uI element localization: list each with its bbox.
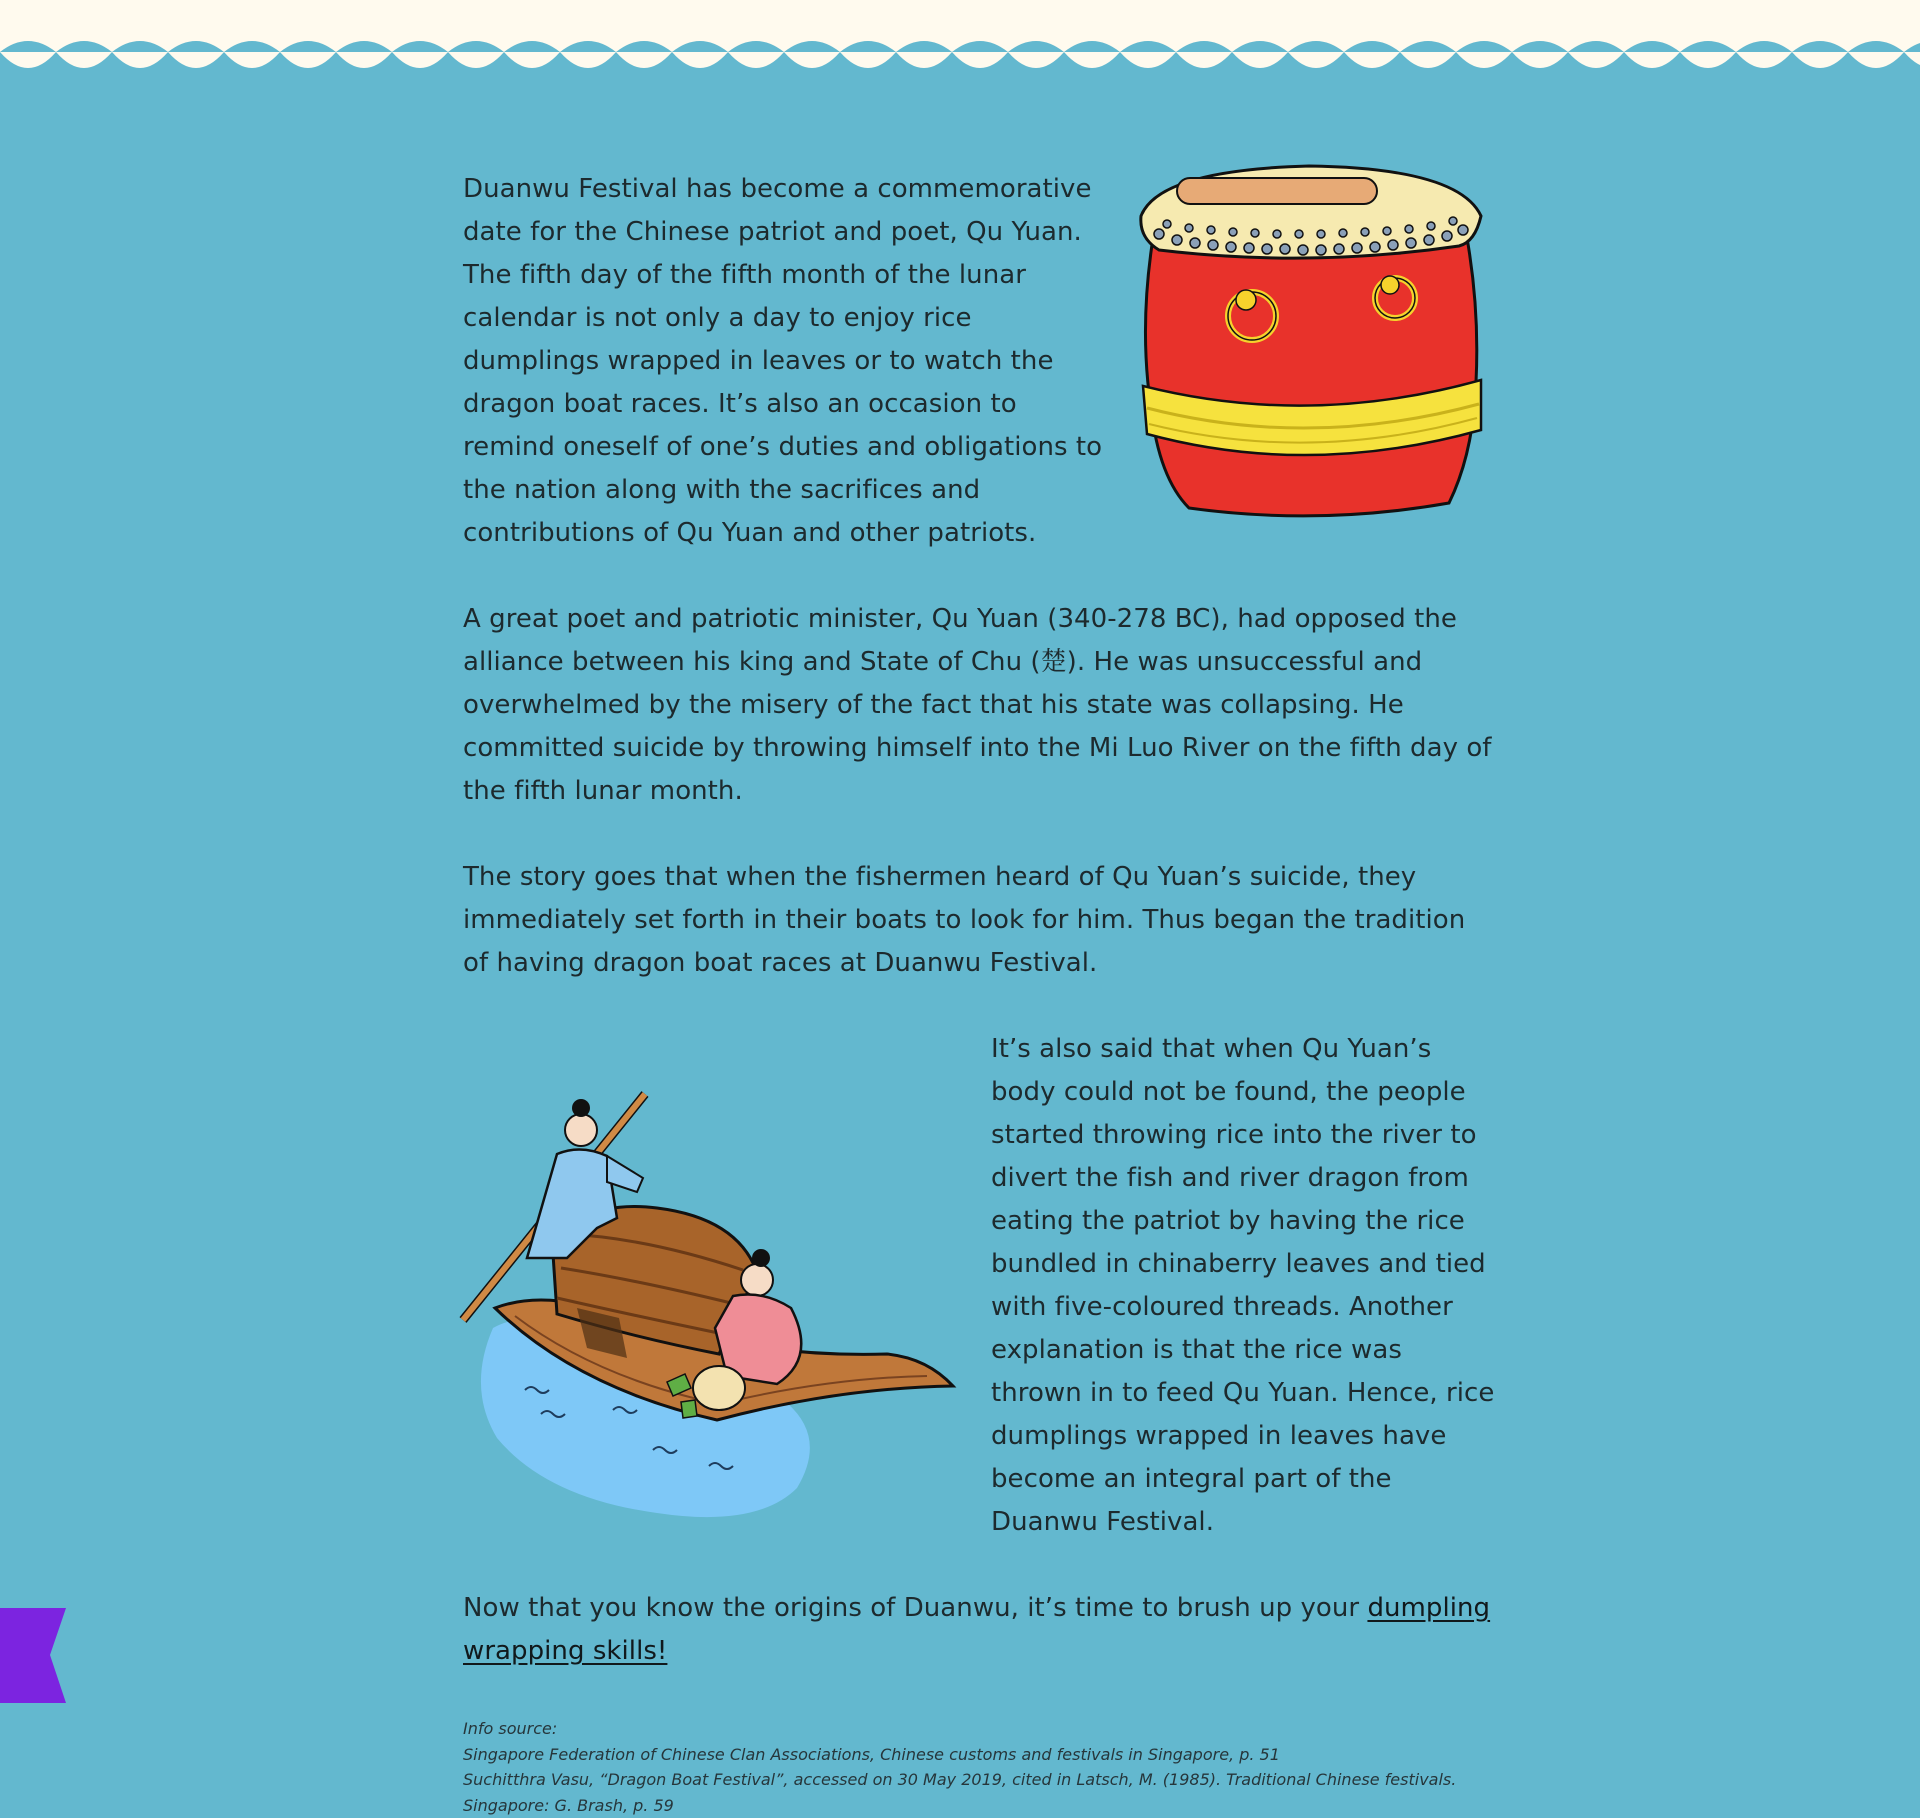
bookmark-ribbon-icon[interactable] [0, 1608, 66, 1703]
paragraph-qu-yuan-history: A great poet and patriotic minister, Qu Yuan (340-278 BC), had opposed the alliance between his king and State of Chu (楚). He was unsuccessful and overwhelmed by the misery of the fact that his state was collapsing. He committed suicide by throwing himself into the Mi Luo River on the fifth day of the fifth lunar month. [463, 598, 1497, 813]
drum-illustration [1119, 158, 1509, 536]
boat-illustration [457, 1058, 957, 1548]
closing-text: Now that you know the origins of Duanwu, it’s time to brush up your [463, 1593, 1367, 1623]
source-line-1: Singapore Federation of Chinese Clan Associations, Chinese customs and festivals in Singapore, p. 51 [463, 1742, 1497, 1768]
festival-drum-icon [1119, 158, 1509, 536]
scalloped-top-border [0, 0, 1920, 68]
paragraph-dragon-boat-tradition: The story goes that when the fishermen heard of Qu Yuan’s suicide, they immediately set forth in their boats to look for him. Thus began the tradition of having dragon boat races at Duanwu Festival. [463, 856, 1497, 985]
sources-label: Info source: [463, 1716, 1497, 1742]
source-line-2: Suchitthra Vasu, “Dragon Boat Festival”, accessed on 30 May 2019, cited in Latsch, M. (1985). Traditional Chinese festivals. [463, 1767, 1497, 1793]
source-line-3: Singapore: G. Brash, p. 59 [463, 1793, 1497, 1818]
paragraph-closing [463, 1587, 1497, 1673]
info-sources [463, 1716, 1497, 1818]
paragraph-rice-dumplings-origin: It’s also said that when Qu Yuan’s body could not be found, the people started throwing rice into the river to divert the fish and river dragon from eating the patriot by having the rice bundled in chinaberry leaves and tied with five-coloured threads. Another explanation is that the rice was thrown in to feed Qu Yuan. Hence, rice dumplings wrapped in leaves have become an integral part of the Duanwu Festival. [463, 1028, 1497, 1544]
dumpling-wrapping-link[interactable]: dumpling wrapping skills! [463, 1593, 1490, 1666]
paragraph-commemorative-date: Duanwu Festival has become a commemorative date for the Chinese patriot and poet, Qu Yuan. The fifth day of the fifth month of the lunar calendar is not only a day to enjoy rice dumplings wrapped in leaves or to watch the dragon boat races. It’s also an occasion to remind oneself of one’s duties and obligations to the nation along with the sacrifices and contributions of Qu Yuan and other patriots. [463, 168, 1497, 555]
boat-rice-offering-icon [457, 1058, 957, 1548]
article-body [463, 168, 1497, 1818]
